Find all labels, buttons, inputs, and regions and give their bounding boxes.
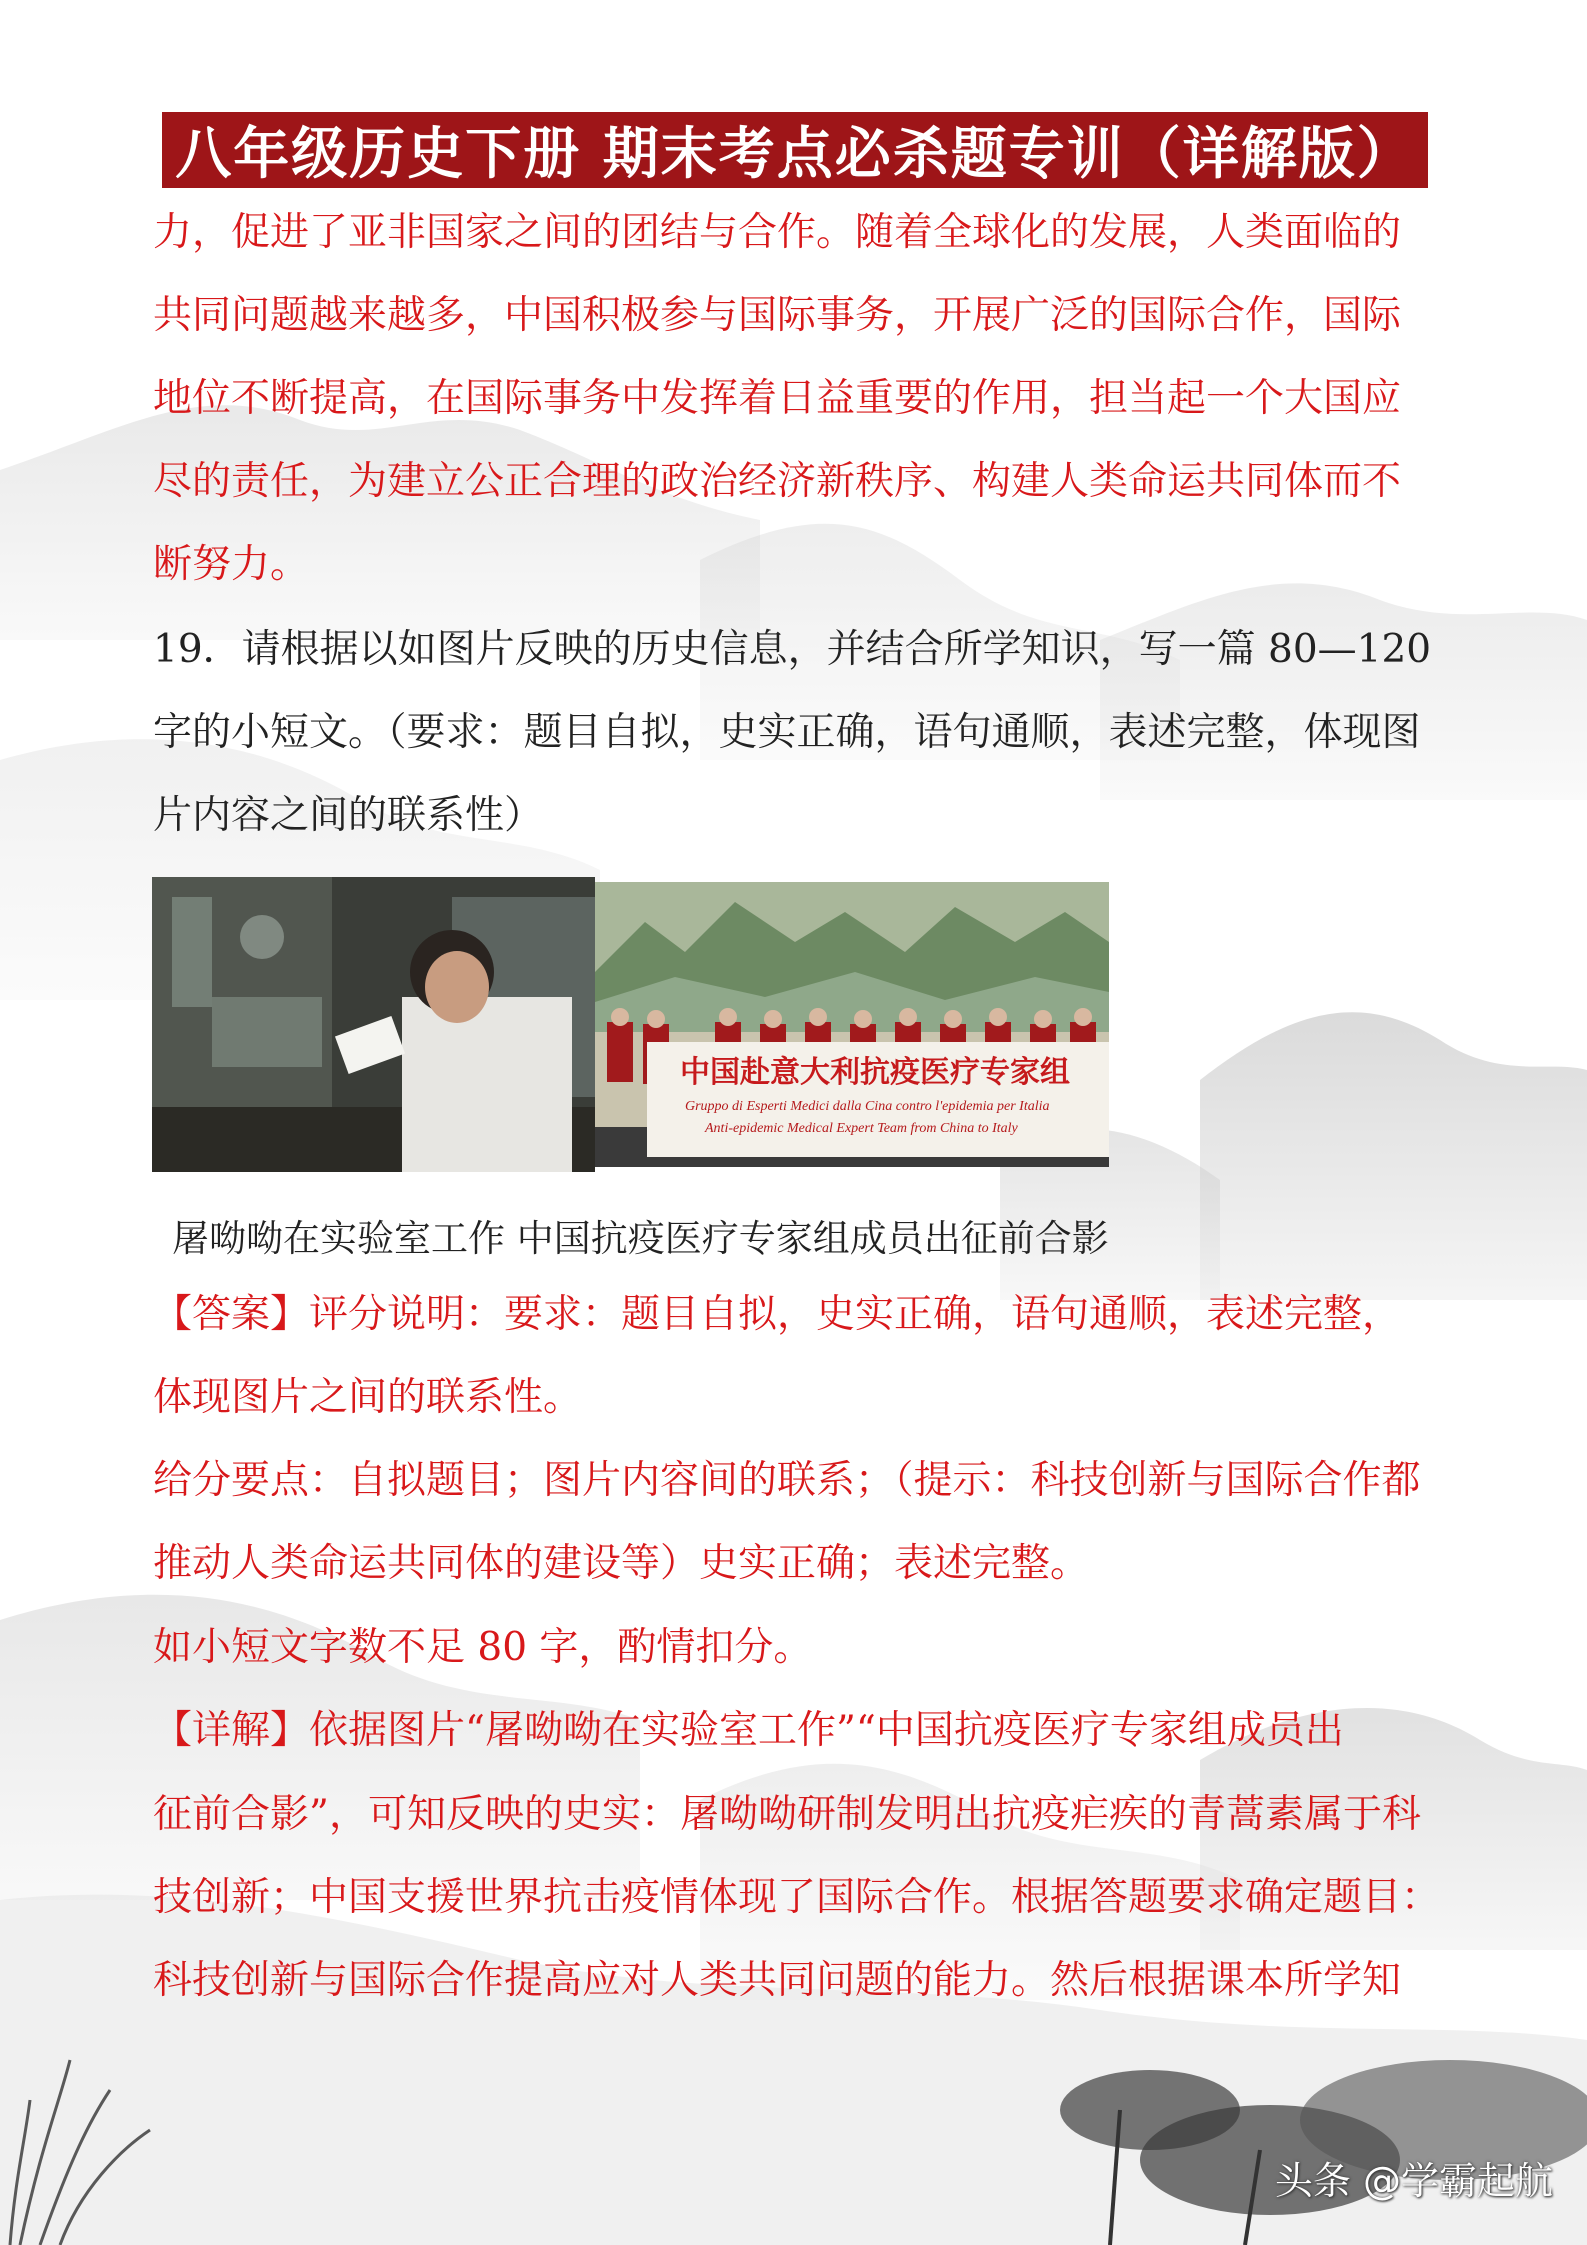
continuation-line-1: 力，促进了亚非国家之间的团结与合作。随着全球化的发展，人类面临的 [153, 210, 1402, 255]
tu-youyou-lab-photo [152, 877, 595, 1172]
explanation-line-1-text: 依据图片“屠呦呦在实验室工作”“中国抗疫医疗专家组成员出 [309, 1708, 1344, 1753]
expert-team-photo [595, 882, 1109, 1167]
answer-line-3: 给分要点：自拟题目；图片内容间的联系；（提示：科技创新与国际合作都 [153, 1458, 1421, 1503]
question-line-3: 片内容之间的联系性） [153, 793, 544, 838]
continuation-line-2: 共同问题越来越多，中国积极参与国际事务，开展广泛的国际合作，国际 [153, 293, 1402, 338]
answer-line-5: 如小短文字数不足 80 字，酌情扣分。 [153, 1625, 813, 1670]
question-line-2: 字的小短文。（要求：题目自拟，史实正确，语句通顺，表述完整，体现图 [153, 710, 1421, 755]
title-bar [162, 112, 1428, 188]
answer-line-4: 推动人类命运共同体的建设等）史实正确；表述完整。 [153, 1541, 1090, 1586]
explanation-line-2: 征前合影”，可知反映的史实：屠呦呦研制发明出抗疫疟疾的青蒿素属于科 [153, 1792, 1421, 1837]
answer-line-1-text: 评分说明：要求：题目自拟，史实正确，语句通顺，表述完整， [309, 1292, 1402, 1337]
banner-italian-text: Gruppo di Esperti Medici dalla Cina contro l'epidemia per Italia [685, 1099, 1050, 1114]
continuation-line-5: 断努力。 [153, 542, 310, 587]
answer-line-1 [153, 1290, 1401, 1340]
explanation-line-1 [153, 1706, 1344, 1756]
continuation-line-3: 地位不断提高，在国际事务中发挥着日益重要的作用，担当起一个大国应 [153, 376, 1402, 421]
photo-caption: 屠呦呦在实验室工作 中国抗疫医疗专家组成员出征前合影 [172, 1217, 1109, 1260]
explanation-line-4: 科技创新与国际合作提高应对人类共同问题的能力。然后根据课本所学知 [153, 1958, 1402, 2003]
watermark: 头条 @学霸起航 [1274, 2159, 1553, 2203]
explanation-tag: 【详解】 [153, 1708, 310, 1753]
banner-chinese-text: 中国赴意大利抗疫医疗专家组 [680, 1055, 1070, 1090]
banner-english-text: Anti-epidemic Medical Expert Team from China to Italy [705, 1121, 1018, 1136]
continuation-line-4: 尽的责任，为建立公正合理的政治经济新秩序、构建人类命运共同体而不 [153, 459, 1402, 504]
question-line-1: 19．请根据以如图片反映的历史信息，并结合所学知识，写一篇 80—120 [153, 627, 1432, 672]
page-title: 八年级历史下册 期末考点必杀题专训（详解版） [175, 121, 1415, 187]
answer-line-2: 体现图片之间的联系性。 [153, 1375, 583, 1420]
answer-tag: 【答案】 [153, 1292, 310, 1337]
explanation-line-3: 技创新；中国支援世界抗击疫情体现了国际合作。根据答题要求确定题目： [153, 1875, 1441, 1920]
